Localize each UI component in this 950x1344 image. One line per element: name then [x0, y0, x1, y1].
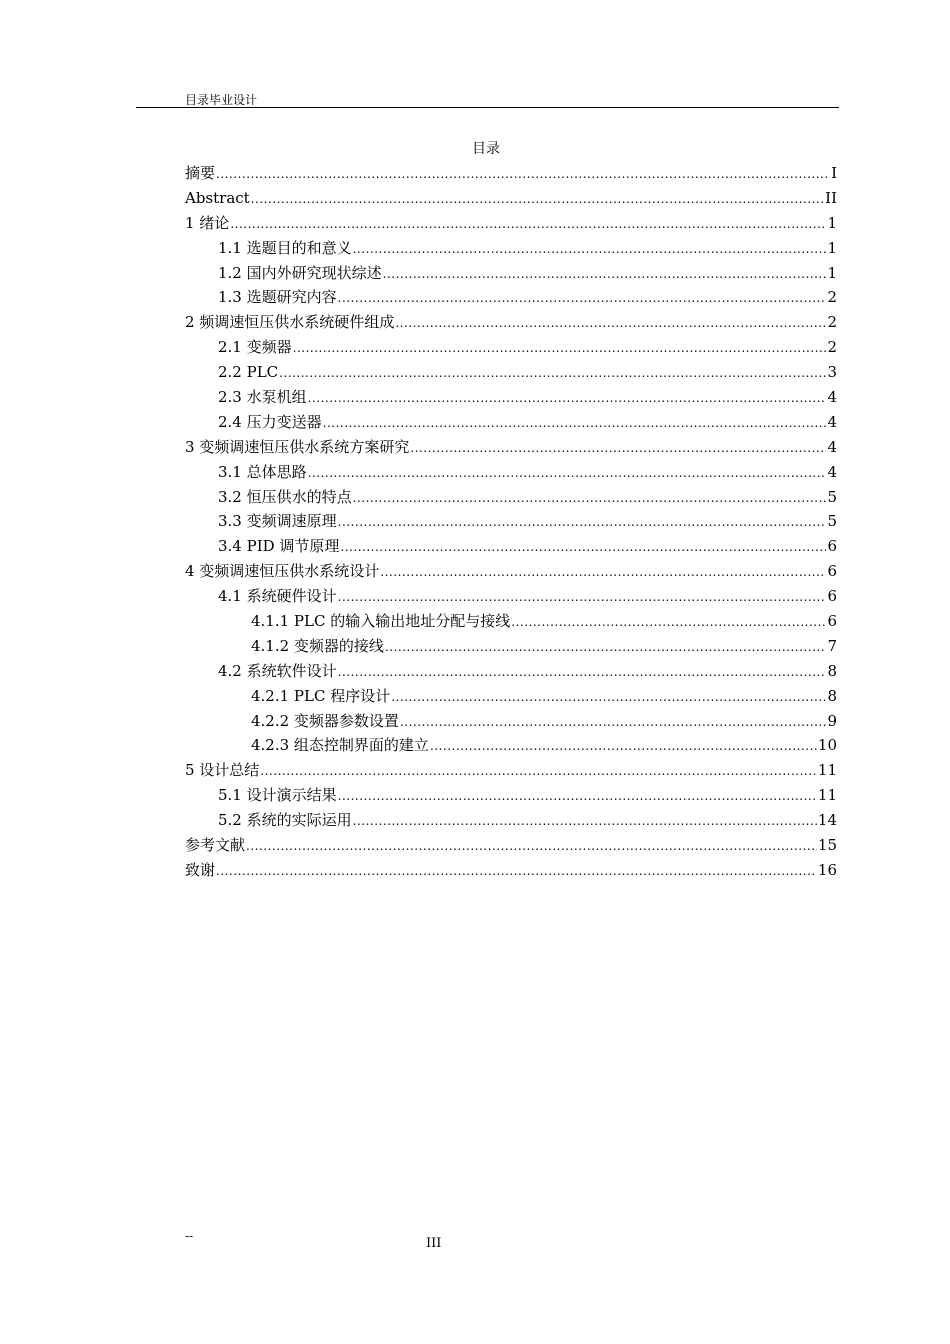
toc-entry-page: II	[825, 188, 837, 207]
toc-entry[interactable]	[185, 686, 837, 711]
toc-entry-label: 2.3 水泵机组	[218, 388, 307, 407]
toc-entry-label: 参考文献	[185, 836, 246, 855]
toc-entry-label: 4.2.1 PLC 程序设计	[251, 686, 391, 705]
toc-entry-leader	[230, 214, 826, 234]
toc-entry-label: 1.1 选题目的和意义	[218, 238, 352, 257]
toc-entry-leader	[385, 637, 827, 657]
toc-entry-page: I	[831, 164, 837, 182]
toc-entry-leader	[353, 488, 827, 508]
toc-entry[interactable]	[185, 163, 837, 188]
toc-entry-leader	[395, 313, 826, 333]
toc-entry-leader	[293, 338, 827, 358]
toc-entry-leader	[216, 164, 830, 184]
toc-entry[interactable]	[185, 586, 837, 611]
toc-entry-page: 11	[817, 761, 837, 780]
toc-entry-leader	[338, 512, 827, 532]
toc-entry[interactable]	[185, 661, 837, 686]
toc-entry-page: 3	[827, 363, 837, 382]
toc-entry-page: 6	[827, 612, 837, 631]
toc-entry-page: 4	[827, 388, 837, 407]
toc-entry[interactable]	[185, 735, 837, 760]
toc-entry-label: 2 频调速恒压供水系统硬件组成	[185, 313, 395, 332]
toc-entry[interactable]	[185, 387, 837, 412]
toc-entry-label: 5 设计总结	[185, 761, 260, 780]
toc-entry-leader	[410, 438, 826, 458]
toc-entry-label: 3.1 总体思路	[218, 462, 307, 481]
toc-entry-label: 4.2 系统软件设计	[218, 661, 337, 680]
toc-entry[interactable]	[185, 437, 837, 462]
toc-entry-leader	[383, 264, 827, 284]
toc-entry-label: 3.2 恒压供水的特点	[218, 487, 352, 506]
toc-entry-label: 5.2 系统的实际运用	[218, 811, 352, 830]
toc-entry-label: 4.1.2 变频器的接线	[251, 636, 384, 655]
toc-entry-label: 3.3 变频调速原理	[218, 512, 337, 531]
toc-entry-page: 10	[817, 736, 837, 755]
toc-entry[interactable]	[185, 860, 837, 885]
toc-entry[interactable]	[185, 561, 837, 586]
toc-entry-page: 16	[817, 860, 837, 879]
toc-entry-page: 8	[827, 661, 837, 680]
toc-entry-label: 1.3 选题研究内容	[218, 288, 337, 307]
toc-entry[interactable]	[185, 810, 837, 835]
toc-entry-label: 4.2.3 组态控制界面的建立	[251, 736, 429, 755]
toc-entry[interactable]	[185, 337, 837, 362]
toc-entry-page: 5	[827, 512, 837, 531]
toc-entry[interactable]	[185, 636, 837, 661]
toc-entry-page: 4	[827, 462, 837, 481]
toc-entry-leader	[340, 537, 826, 557]
toc-entry[interactable]	[185, 188, 837, 213]
toc-entry-leader	[353, 811, 817, 831]
header-rule	[136, 107, 839, 108]
toc-entry-label: 3 变频调速恒压供水系统方案研究	[185, 437, 410, 456]
toc-entry-label: 2.1 变频器	[218, 338, 292, 357]
toc-entry-leader	[246, 836, 817, 856]
toc-entry-page: 5	[827, 487, 837, 506]
toc-entry[interactable]	[185, 511, 837, 536]
toc-entry-label: 4 变频调速恒压供水系统设计	[185, 562, 380, 581]
toc-entry-page: 11	[817, 786, 837, 805]
toc-entry-label: 1 绪论	[185, 213, 230, 232]
toc-entry-page: 6	[827, 562, 837, 581]
toc-entry-leader	[511, 612, 826, 632]
toc-entry[interactable]	[185, 287, 837, 312]
toc-entry[interactable]	[185, 263, 837, 288]
toc-entry-label: 3.4 PID 调节原理	[218, 537, 340, 556]
toc-entry[interactable]	[185, 238, 837, 263]
toc-entry[interactable]	[185, 835, 837, 860]
toc-entry[interactable]	[185, 487, 837, 512]
toc-entry-page: 2	[827, 338, 837, 357]
toc-entry-page: 2	[827, 288, 837, 307]
toc-entry-page: 9	[827, 711, 837, 730]
toc-entry-label: 5.1 设计演示结果	[218, 786, 337, 805]
toc-entry[interactable]	[185, 536, 837, 561]
toc-entry-page: 8	[827, 686, 837, 705]
toc-entry-page: 6	[827, 537, 837, 556]
toc-entry[interactable]	[185, 611, 837, 636]
toc-entry[interactable]	[185, 462, 837, 487]
toc-entry[interactable]	[185, 362, 837, 387]
toc-entry-label: 4.1 系统硬件设计	[218, 587, 337, 606]
toc-entry-leader	[338, 587, 827, 607]
toc-entry-leader	[338, 288, 827, 308]
toc-entry-page: 14	[817, 811, 837, 830]
toc-entry-leader	[323, 413, 827, 433]
toc-entry[interactable]	[185, 312, 837, 337]
toc-entry-leader	[338, 662, 827, 682]
toc-entry-label: 1.2 国内外研究现状综述	[218, 263, 382, 282]
page-number: III	[426, 1236, 442, 1251]
toc-entry-label: 2.2 PLC	[218, 363, 279, 382]
toc-entry-label: 摘要	[185, 164, 216, 182]
toc-entry-label: 4.2.2 变频器参数设置	[251, 711, 399, 730]
toc-entry-page: 7	[827, 636, 837, 655]
toc-entry[interactable]	[185, 785, 837, 810]
toc-entry[interactable]	[185, 412, 837, 437]
toc-entry-leader	[400, 712, 827, 732]
toc-entry-page: 15	[817, 836, 837, 855]
toc-entry-page: 4	[827, 437, 837, 456]
toc-entry[interactable]	[185, 760, 837, 785]
toc-entry-leader	[279, 363, 826, 383]
toc-entry-label: Abstract	[185, 188, 250, 207]
toc-title: 目录	[472, 141, 500, 157]
toc-entry-label: 4.1.1 PLC 的输入输出地址分配与接线	[251, 612, 511, 631]
toc-entry-leader	[308, 388, 827, 408]
toc-entry-page: 6	[827, 587, 837, 606]
toc-entry-page: 1	[827, 263, 837, 282]
toc-entry-leader	[251, 189, 824, 209]
toc-entry[interactable]	[185, 711, 837, 736]
toc-entry-page: 1	[827, 213, 837, 232]
toc-entry-leader	[308, 463, 827, 483]
toc-entry-label: 致谢	[185, 860, 216, 879]
toc-entry-leader	[260, 761, 817, 781]
toc-entry-leader	[353, 239, 827, 259]
running-header: 目录毕业设计	[185, 93, 258, 107]
toc-entry-leader	[430, 736, 817, 756]
toc-entry-leader	[216, 861, 817, 881]
toc-entry-leader	[380, 562, 826, 582]
footer-mark: --	[185, 1229, 194, 1243]
toc-entry-leader	[338, 786, 817, 806]
toc-entry-page: 2	[827, 313, 837, 332]
table-of-contents	[185, 163, 837, 885]
toc-entry-page: 1	[827, 238, 837, 257]
toc-entry[interactable]	[185, 213, 837, 238]
toc-entry-label: 2.4 压力变送器	[218, 412, 322, 431]
toc-entry-page: 4	[827, 412, 837, 431]
toc-entry-leader	[391, 687, 826, 707]
